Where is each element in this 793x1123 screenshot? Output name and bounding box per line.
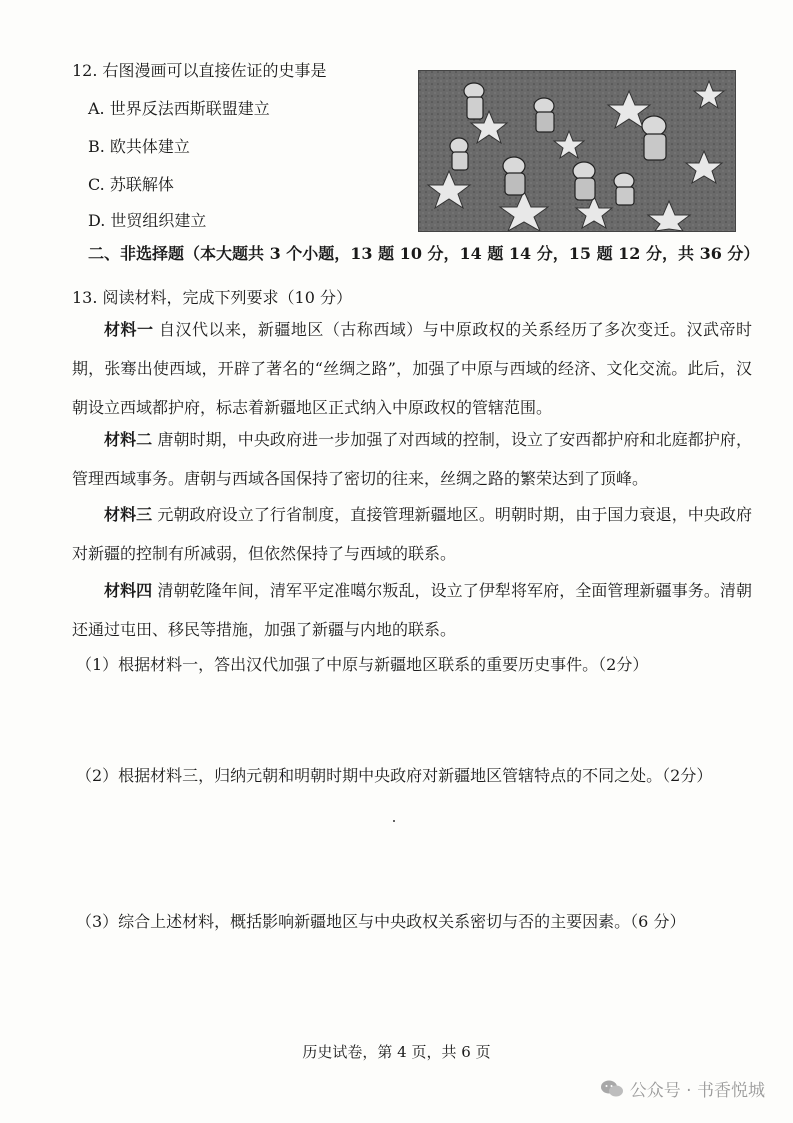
q13-stem: 13. 阅读材料，完成下列要求（10 分）: [72, 288, 352, 307]
subquestion-3: （3）综合上述材料，概括影响新疆地区与中央政权关系密切与否的主要因素。（6 分）: [76, 912, 686, 931]
scan-speck: [393, 820, 395, 822]
material-text: 自汉代以来，新疆地区（古称西域）与中原政权的关系经历了多次变迁。汉武帝时期，张骞出使西域，开辟了著名的“丝绸之路”，加强了中原与西域的经济、文化交流。此后，汉朝设立西域都护府，标志着新疆地区正式纳入中原政权的管辖范围。: [72, 320, 752, 417]
wechat-icon: [600, 1079, 624, 1099]
material-3: [72, 495, 752, 573]
q12-option-a: A. 世界反法西斯联盟建立: [88, 99, 270, 118]
section-title: 二、非选择题（本大题共 3 个小题，13 题 10 分，14 题 14 分，15 题 12 分，共 36 分）: [88, 244, 760, 263]
material-label: 材料三: [104, 505, 153, 524]
material-4: [72, 571, 752, 649]
material-label: 材料二: [104, 430, 153, 449]
watermark-text: 公众号 · 书香悦城: [629, 1081, 765, 1101]
page-footer: 历史试卷，第 4 页，共 6 页: [302, 1043, 491, 1061]
material-label: 材料一: [104, 320, 154, 339]
subquestion-2: （2）根据材料三，归纳元朝和明朝时期中央政府对新疆地区管辖特点的不同之处。（2分）: [76, 766, 713, 785]
q12-option-b: B. 欧共体建立: [88, 137, 190, 156]
q12-option-c: C. 苏联解体: [88, 175, 174, 194]
cartoon-image: [418, 70, 736, 232]
material-2: [72, 420, 752, 498]
material-text: 元朝政府设立了行省制度，直接管理新疆地区。明朝时期，由于国力衰退，中央政府对新疆的控制有所减弱，但依然保持了与西域的联系。: [72, 505, 752, 563]
material-1: [72, 310, 752, 427]
subquestion-1: （1）根据材料一，答出汉代加强了中原与新疆地区联系的重要历史事件。（2分）: [76, 655, 649, 674]
q12-option-d: D. 世贸组织建立: [88, 211, 207, 230]
cartoon-image-icon: [419, 71, 735, 231]
watermark: [600, 1076, 765, 1101]
q12-stem: 12. 右图漫画可以直接佐证的史事是: [72, 61, 327, 80]
material-label: 材料四: [104, 581, 153, 600]
material-text: 唐朝时期，中央政府进一步加强了对西域的控制，设立了安西都护府和北庭都护府，管理西域事务。唐朝与西域各国保持了密切的往来，丝绸之路的繁荣达到了顶峰。: [72, 430, 752, 488]
material-text: 清朝乾隆年间，清军平定准噶尔叛乱，设立了伊犁将军府，全面管理新疆事务。清朝还通过屯田、移民等措施，加强了新疆与内地的联系。: [72, 581, 752, 639]
